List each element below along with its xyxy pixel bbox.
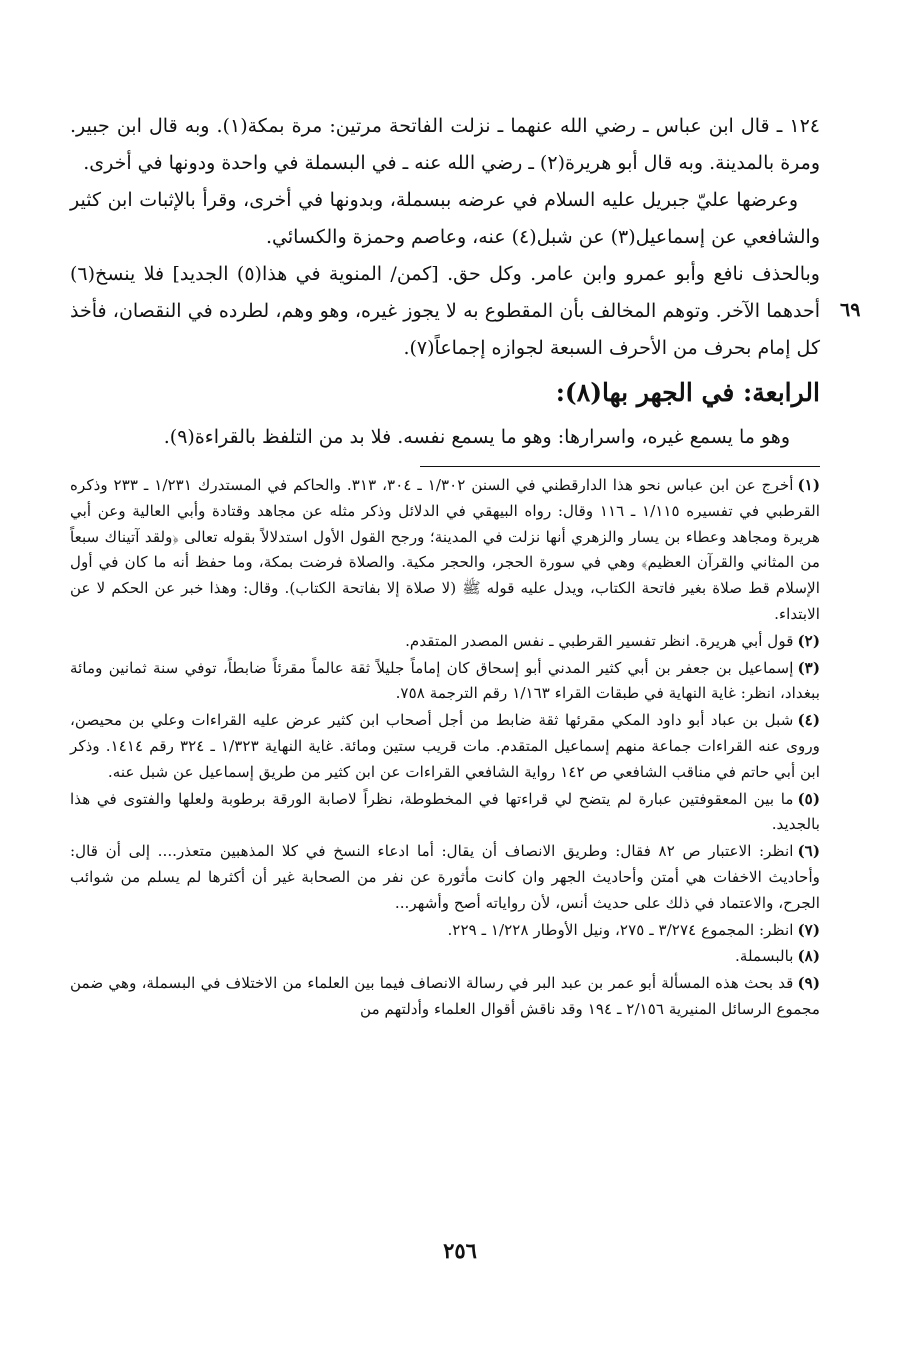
paragraph: وعرضها عليّ جبريل عليه السلام في عرضه ببسملة، وبدونها في أخرى، وقرأ بالإثبات ابن كثير والشافعي عن إسماعيل(٣) عن شبل(٤) عنه، وعاصم وحمزة والكسائي. [70, 189, 820, 248]
page-number: ٢٥٦ [443, 1238, 477, 1263]
footnote-text: ما بين المعقوفتين عبارة لم يتضح لي قراءتها في المخطوطة، نظراً لاصابة الورقة برطوبة ولعلها والفتوى في هذا بالجديد. [70, 789, 820, 834]
margin-reference-number: ٦٩ [840, 299, 861, 321]
paragraph: وهو ما يسمع غيره، واسرارها: وهو ما يسمع نفسه. فلا بد من التلفظ بالقراءة(٩). [163, 426, 790, 448]
footnote-number: (٤) [797, 711, 820, 730]
footnote-text: إسماعيل بن جعفر بن أبي كثير المدني أبو إسحاق كان إماماً جليلاً ثقة عالماً مقرئاً ضابطاً، توفي سنة ثمانين ومائة ببغداد، انظر: غاية النهاية في طبقات القراء ١/١٦٣ رقم الترجمة ٧٥٨. [70, 658, 820, 703]
footnote-number: (٢) [797, 631, 820, 650]
footnote [70, 944, 820, 970]
footnote-separator [420, 466, 820, 467]
paragraph: وبالحذف نافع وأبو عمرو وابن عامر. وكل حق. [كمن/ المنوية في هذا(٥) الجديد] فلا ينسخ(٦) أحدهما الآخر. وتوهم المخالف بأن المقطوع به لا يجوز غيره، وهو وهم، لطرده في النقصان، فأخذ كل إمام بحرف من الأحرف السبعة لجوازه إجماعاً(٧). [70, 263, 820, 359]
footnote [70, 839, 820, 916]
footnote-text: شبل بن عباد أبو داود المكي مقرئها ثقة ضابط من أجل أصحاب ابن كثير عرض عليه القراءات وعلي بن محيصن، وروى عنه القراءات جماعة منهم إسماعيل المتقدم. مات قريب ستين ومائة. غاية النهاية ١/٣٢٣ ـ ٣٢٤ رقم ١٤١٤. وذكر ابن أبي حاتم في مناقب الشافعي ص ١٤٢ رواية الشافعي القراءات عن ابن كثير من طريق إسماعيل عن شبل عنه. [70, 711, 820, 781]
footnote [70, 629, 820, 655]
footnote-number: (٣) [797, 658, 820, 677]
footnote-number: (٩) [797, 974, 820, 993]
footnote [70, 656, 820, 708]
footnote [70, 473, 820, 628]
footnote-text: أخرج عن ابن عباس نحو هذا الدارقطني في السنن ١/٣٠٢ ـ ٣٠٤، ٣١٣. والحاكم في المستدرك ١/٢٣١ ـ ٢٣٣ وذكره القرطبي في تفسيره ١/١١٥ ـ ١١٦ وقال: رواه البيهقي في الدلائل وذكر مثله عن مجاهد وقتادة وأبي العالية وعن أبي هريرة ومجاهد وعطاء بن يسار والزهري أنها نزلت في المدينة؛ ورجح القول الأول استدلالاً بقوله تعالى ﴿ولقد آتيناك سبعاً من المثاني والقرآن العظيم﴾ وهي في سورة الحجر، والحجر مكية. والصلاة فرضت بمكة، وما حفظ أنه ما كان في أول الإسلام قط صلاة بغير فاتحة الكتاب، ويدل عليه قوله ﷺ (لا صلاة إلا بفاتحة الكتاب). وقال: وهذا خبر عن الحكم لا عن الابتداء. [70, 476, 820, 623]
footnote-number: (٧) [797, 920, 820, 939]
footnote [70, 971, 820, 1023]
footnote [70, 918, 820, 944]
page-body [70, 108, 820, 1024]
footnote-text: انظر: الاعتبار ص ٨٢ فقال: وطريق الانصاف أن يقال: أما ادعاء النسخ في كلا المذهبين متعذر.... إلى أن قال: وأحاديث الاخفات هي أمتن وأحاديث الجهر وان كانت مأثورة عن نفر من الصحابة غير أن أكثرها لم يسلم من شوائب الجرح، والاعتماد في ذلك على حديث أنس، لأن رواياته أصح وأشهر... [70, 842, 820, 912]
paragraph: ١٢٤ ـ قال ابن عباس ـ رضي الله عنهما ـ نزلت الفاتحة مرتين: مرة بمكة(١). وبه قال ابن جبير. ومرة بالمدينة. وبه قال أبو هريرة(٢) ـ رضي الله عنه ـ في البسملة في واحدة ودونها في أخرى. [70, 115, 820, 174]
footnote [70, 787, 820, 839]
section-heading: الرابعة: في الجهر بها(٨): [555, 378, 820, 407]
footnote-number: (٥) [797, 789, 820, 808]
footnote-text: بالبسملة. [735, 947, 794, 966]
footnotes [70, 473, 820, 1023]
footnote [70, 708, 820, 785]
footnote-number: (١) [797, 476, 820, 494]
footnote-text: انظر: المجموع ٣/٢٧٤ ـ ٢٧٥، ونيل الأوطار ١/٢٢٨ ـ ٢٢٩. [447, 920, 794, 939]
footnote-number: (٨) [797, 947, 820, 966]
footnote-text: قول أبي هريرة. انظر تفسير القرطبي ـ نفس المصدر المتقدم. [405, 631, 794, 650]
footnote-number: (٦) [797, 842, 820, 861]
footnote-text: قد بحث هذه المسألة أبو عمر بن عبد البر في رسالة الانصاف فيما بين العلماء من الاختلاف في البسملة، وهي ضمن مجموع الرسائل المنيرية ٢/١٥٦ ـ ١٩٤ وقد ناقش أقوال العلماء وأدلتهم من [70, 974, 820, 1018]
main-text [70, 108, 820, 456]
